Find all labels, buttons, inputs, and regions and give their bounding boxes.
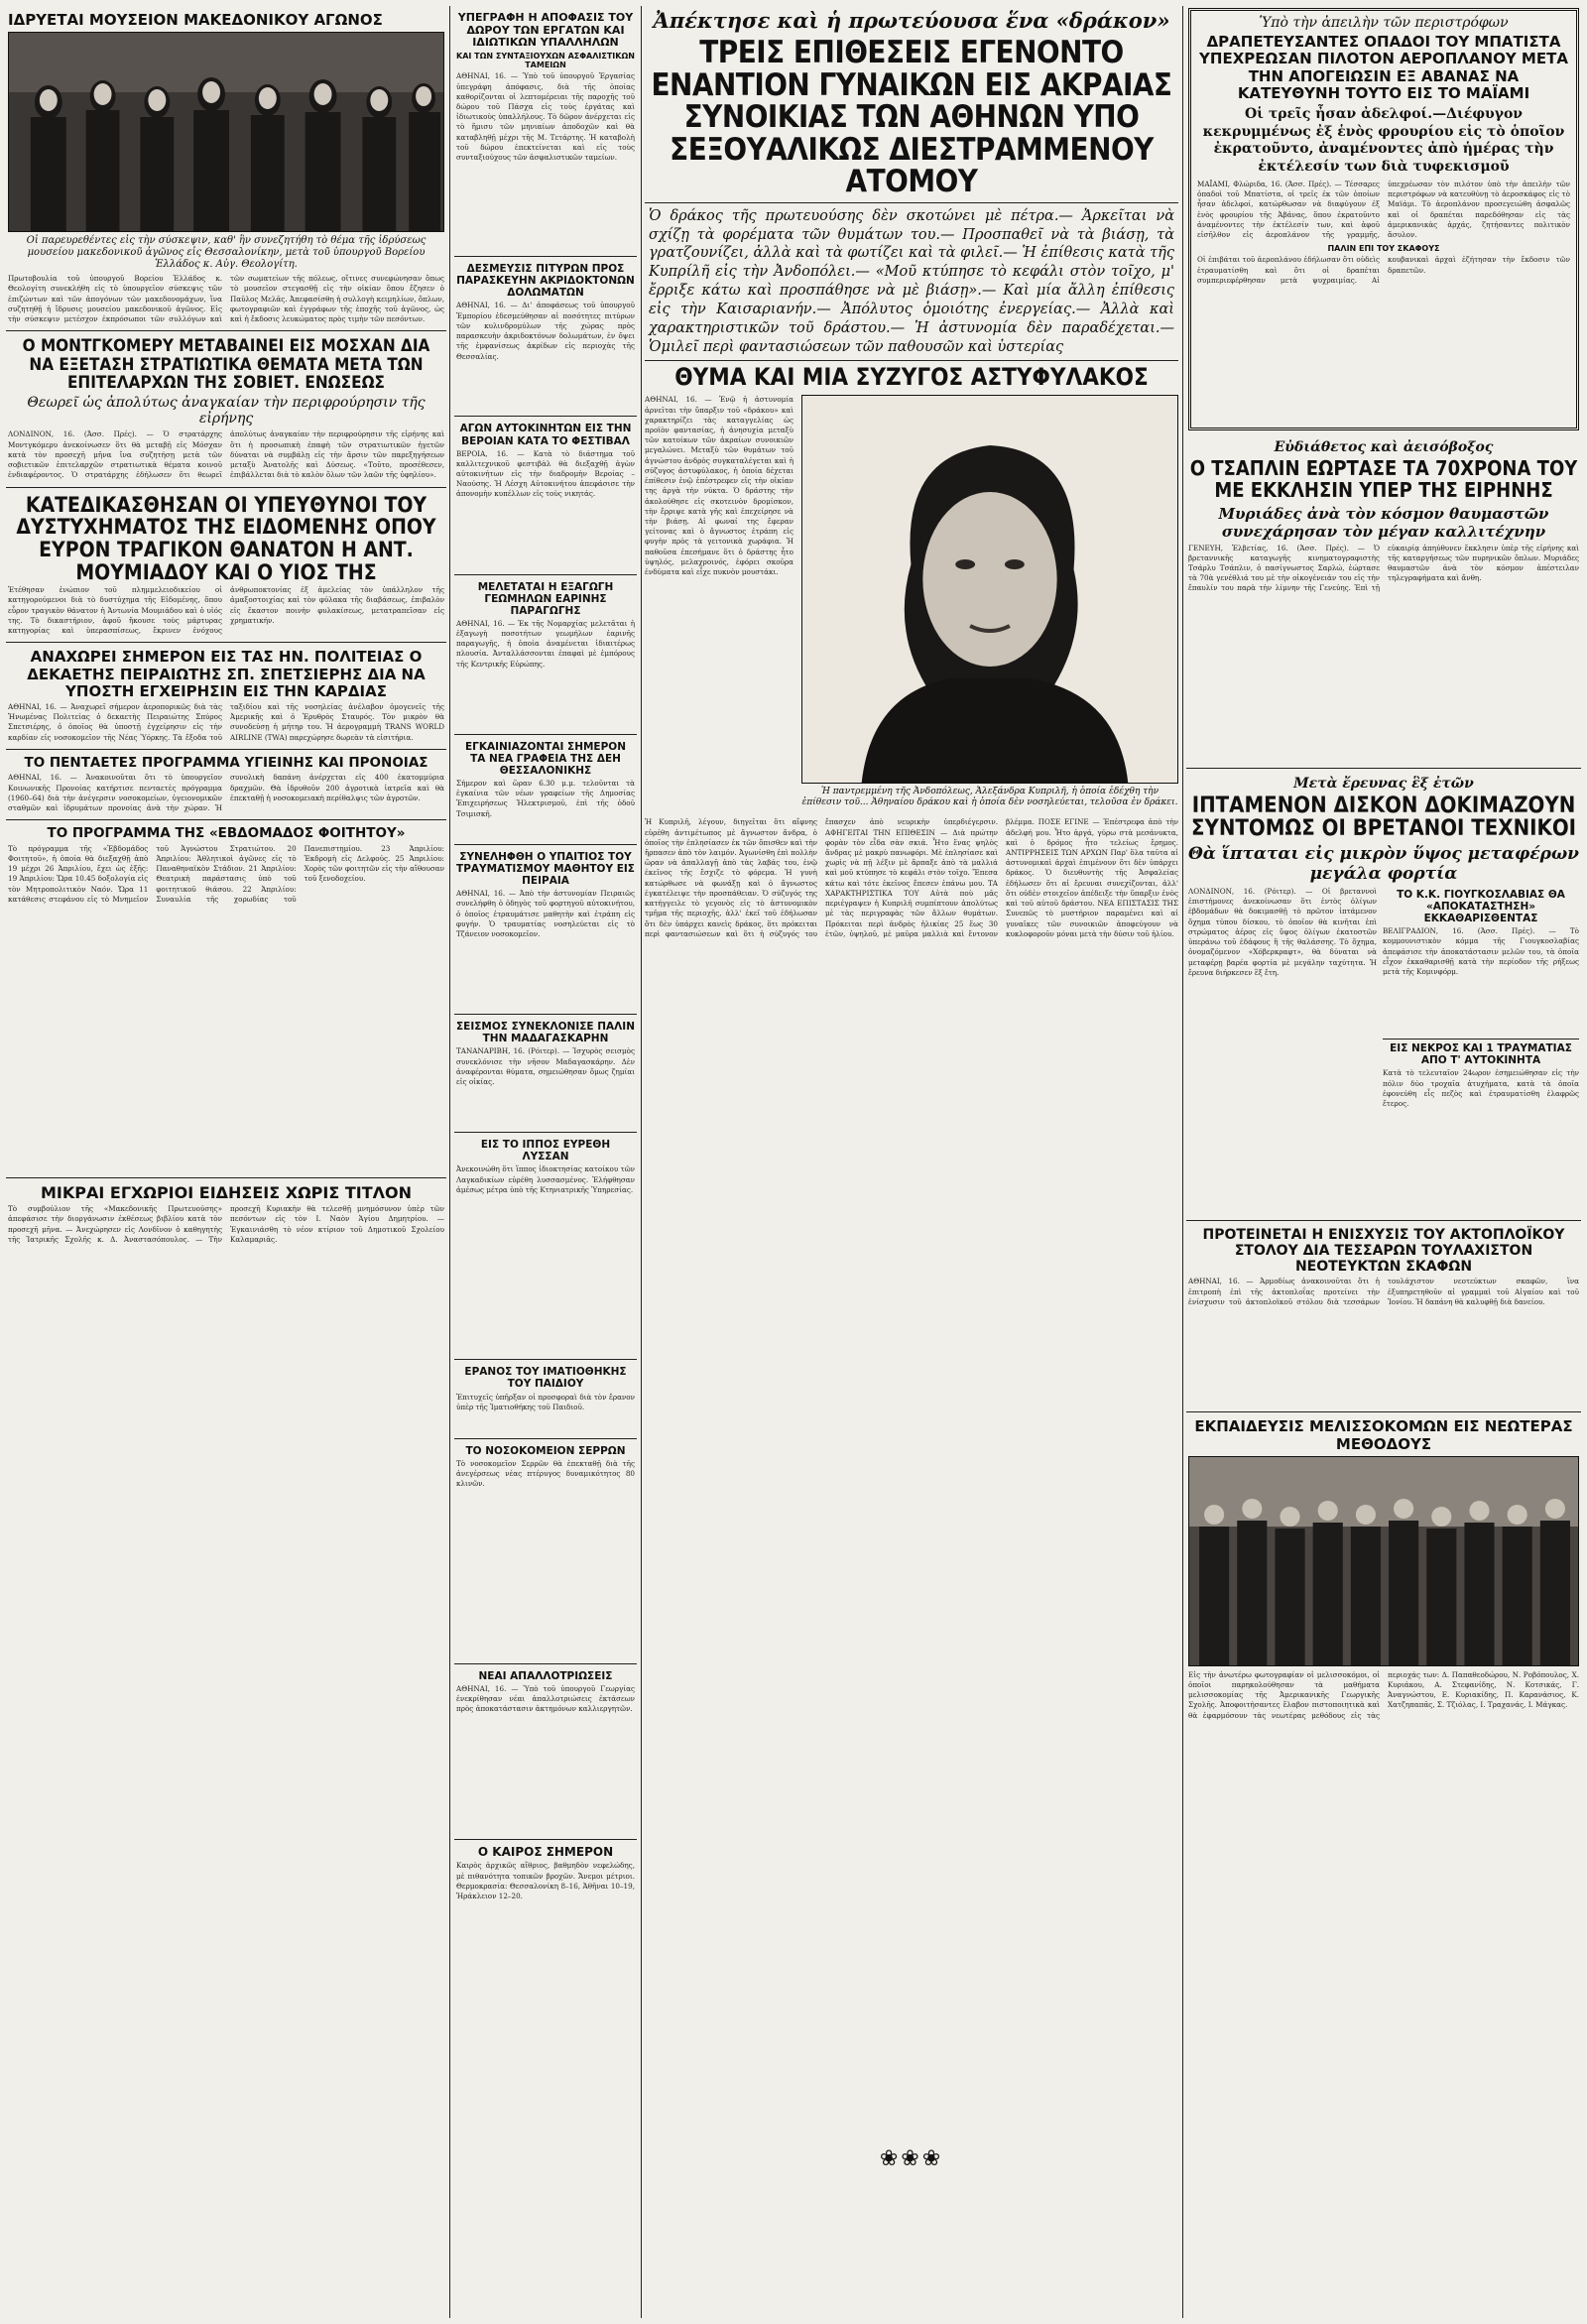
subheadline: Μυριάδες ἀνὰ τὸν κόσμον θαυμαστῶν συνεχάρησαν τὸν μέγαν καλλιτέχνην <box>1218 504 1549 541</box>
headline: ΑΓΩΝ ΑΥΤΟΚΙΝΗΤΩΝ ΕΙΣ ΤΗΝ ΒΕΡΟΙΑΝ ΚΑΤΑ ΤΟ ΦΕΣΤΙΒΑΛ <box>459 423 632 447</box>
article-bees <box>1186 1412 1581 1727</box>
article-body: ΜΑΪΑΜΙ, Φλώριδα, 16. (Ἀσσ. Πρές). — Τέσσαρες ὁπαδοὶ τοῦ Μπατίστα, οἱ τρεῖς ἐκ τῶν ὁποίων ἦσαν ἀδελφοί, κατώρθωσαν νὰ διαφύγουν ἐξ ἑνὸς φρουρίου τῆς Ἀβάνας, ὅπου ἐκρατοῦντο ἀναμένοντες τὴν ἐκτέλεσίν των, καὶ ἀφοῦ εἰσῆλθον εἰς ἀεροπλάνον τῆς γραμμῆς, ὑπεχρέωσαν τὸν πιλότον ὑπὸ τὴν ἀπειλὴν τῶν περιστρόφων νὰ κατευθύνῃ τὸ ἀεροσκάφος εἰς τὸ Μαϊάμι. Τὸ ἀεροπλάνον προσεγειώθη ἀσφαλῶς καὶ οἱ δραπέται παρεδόθησαν εἰς τὰς ἀμερικανικὰς ἀρχάς, ζητήσαντες πολιτικὸν ἄσυλον. <box>1197 180 1570 240</box>
article-body: ΑΘΗΝΑΙ, 16. — Ὑπὸ τοῦ ὑπουργοῦ Γεωργίας ἐνεκρίθησαν νέαι ἀπαλλοτριώσεις ἐκτάσεων πρὸς ἀποκατάστασιν ἀκτημόνων καλλιεργητῶν. <box>456 1683 635 1714</box>
column-rule <box>1182 6 1183 2318</box>
headline: ΣΥΝΕΛΗΦΘΗ Ο ΥΠΑΙΤΙΟΣ ΤΟΥ ΤΡΑΥΜΑΤΙΣΜΟΥ ΜΑΘΗΤΟΥ ΕΙΣ ΠΕΙΡΑΙΑ <box>456 850 635 888</box>
group-photo-image <box>9 33 443 231</box>
kicker: Εὐδιάθετος καὶ ἀεισόβοξος <box>1274 439 1494 456</box>
victim-body: ΑΘΗΝΑΙ, 16. — Ἐνῷ ἡ ἀστυνομία ἀρνεῖται τὴν ὕπαρξιν τοῦ «δράκου» καὶ χαρακτηρίζει τὰς καταγγελίας ὡς προϊὸν φαντασίας, ἡ ἀνησυχία μεταξὺ τῶν κατοίκων τῶν ἀκραίων συνοικιῶν μεγαλώνει. Μεταξὺ τῶν θυμάτων τοῦ ἀγνώστου ἀνδρὸς συγκαταλέγεται καὶ ἡ σύζυγος ἀστυφύλακος, ἡ ὁποία δέχεται ἐπίθεσιν ἐνῷ ἐπέστρεφεν εἰς τὴν οἰκίαν της ἀργὰ τὴν νύκτα. Ὁ δράστης τὴν ἀκολούθησε εἰς σκοτεινὸν δρομίσκον, τὴν ἔρριψε κατὰ γῆς καὶ ἐπεχείρησε νὰ τὴν βιάσῃ. Αἱ φωναί της ἔφεραν γείτονας καὶ ὁ ἄγνωστος ἐτράπη εἰς φυγὴν πρὸς τὰ γειτονικὰ χωράφια. Ἡ παθοῦσα ἐπεσήμανε ὅτι ὁ δράστης ἦτο ὑψηλός, μελαχροινός, ἐφόρει σκοῦρα ἐνδύματα καὶ εἶχε πυκνὸν μουστάκι. <box>645 395 794 577</box>
headline: ΙΔΡΥΕΤΑΙ ΜΟΥΣΕΙΟΝ ΜΑΚΕΔΟΝΙΚΟΥ ΑΓΩΝΟΣ <box>8 11 383 29</box>
inner-headline: ΠΑΛΙΝ ΕΠΙ ΤΟΥ ΣΚΑΦΟΥΣ <box>1327 244 1440 254</box>
headline: Ο ΜΟΝΤΓΚΟΜΕΡΥ ΜΕΤΑΒΑΙΝΕΙ ΕΙΣ ΜΟΣΧΑΝ ΔΙΑ ΝΑ ΕΞΕΤΑΣΗ ΣΤΡΑΤΙΩΤΙΚΑ ΘΕΜΑΤΑ ΜΕΤΑ ΤΩΝ ΕΠΙΤΕΛΑΡΧΩΝ ΤΗΣ ΣΟΒΙΕΤ. ΕΝΩΣΕΩΣ <box>22 336 430 394</box>
kicker: Μετὰ ἔρευνας ἓξ ἐτῶν <box>1293 775 1474 792</box>
article-body: Ἐπιτυχεῖς ὑπῆρξαν οἱ προσφοραὶ διὰ τὸν ἔρανον ὑπὲρ τῆς Ἱματιοθήκης τοῦ Παιδιοῦ. <box>456 1392 635 1411</box>
article-body: Ἐτέθησαν ἐνώπιον τοῦ πλημμελειοδικείου οἱ κατηγορούμενοι διὰ τὸ δυστύχημα τῆς Εἰδομένης, ὅπου εὗρον τραγικὸν θάνατον ἡ Ἀντωνία Μουμιάδου καὶ ὁ υἱός της. Τὸ δικαστήριον, ἀφοῦ ἤκουσε τοὺς μάρτυρας κατηγορίας καὶ ὑπερασπίσεως, ἔκρινεν ἐνόχους ἀνθρωποκτονίας ἐξ ἀμελείας τὸν ὑπάλληλον τῆς ἀμαξοστοιχίας καὶ τὸν φύλακα τῆς διαβάσεως, ἐπιβαλὸν εἰς ἕκαστον ποινὴν φυλακίσεως, μετατραπεῖσαν εἰς χρηματικήν. <box>8 585 444 636</box>
victim-row <box>645 395 1178 811</box>
ornament: ❀❀❀ <box>879 2146 944 2172</box>
article-body: ΓΕΝΕΥΗ, Ἑλβετίας, 16. (Ἀσσ. Πρές). — Ὁ βρεταννικῆς καταγωγῆς κινηματογραφιστὴς Τσάρλυ Τσάπλιν, ὁ πασίγνωστος Σαρλώ, ἑώρτασε τὰ 70ὰ γενέθλιά του μὲ τὴν οἰκογένειάν του εἰς τὴν ἔπαυλίν του παρὰ τὴν λίμνην τῆς Γενεύης. Ἐπὶ τῇ εὐκαιρίᾳ ἀπηύθυνεν ἔκκλησιν ὑπὲρ τῆς εἰρήνης καὶ τῆς καταργήσεως τῶν πυρηνικῶν ὅπλων. Μυριάδες θαυμαστῶν ἀνὰ τὸν κόσμον ἀπέστειλαν τηλεγραφήματα καὶ ἄνθη. <box>1188 543 1579 593</box>
article-erani <box>454 1360 637 1438</box>
article-program <box>6 750 446 820</box>
article-pensions <box>454 1664 637 1840</box>
headline: ΕΚΠΑΙΔΕΥΣΙΣ ΜΕΛΙΣΣΟΚΟΜΩΝ ΕΙΣ ΝΕΩΤΕΡΑΣ ΜΕΘΟΔΟΥΣ <box>1194 1417 1573 1453</box>
main-headline: ΤΡΕΙΣ ΕΠΙΘΕΣΕΙΣ ΕΓΕΝΟΝΤΟ ΕΝΑΝΤΙΟΝ ΓΥΝΑΙΚΩΝ ΕΙΣ ΑΚΡΑΙΑΣ ΣΥΝΟΙΚΙΑΣ ΤΩΝ ΑΘΗΝΩΝ ΥΠΟ ΣΕΞΟΥΑΛΙΚΩΣ ΔΙΕΣΤΡΑΜΜΕΝΟΥ ΑΤΟΜΟΥ <box>651 35 1172 200</box>
portrait-photo <box>801 395 1178 784</box>
subheadline: ΚΑΙ ΤΩΝ ΣΥΝΤΑΞΙΟΥΧΩΝ ΑΣΦΑΛΙΣΤΙΚΩΝ ΤΑΜΕΙΩΝ <box>456 51 635 70</box>
article-body: ΑΘΗΝΑΙ, 16. — Ἀναχωρεῖ σήμερον ἀεροπορικῶς διὰ τὰς Ἡνωμένας Πολιτείας ὁ δεκαετὴς Πειραιώτης Σπύρος Σπετσιέρης, ὁ ὁποῖος θὰ ὑποστῇ ἐγχείρησιν εἰς τὴν καρδίαν εἰς νοσοκομεῖον τῆς Νέας Ὑόρκης. Τὰ ἔξοδα τοῦ ταξιδίου καὶ τῆς νοσηλείας ἀνέλαβον ὁμογενεῖς τῆς Ἀμερικῆς καὶ ὁ Ἐρυθρὸς Σταυρός. Τὸν μικρὸν θὰ συνοδεύσῃ ἡ μήτηρ του. Ἡ ἀερογραμμὴ TRANS WORLD AIRLINE (TWA) παρεχώρησε δωρεὰν τὰ εἰσιτήρια. <box>8 702 444 742</box>
portrait-caption: Ἡ παντρεμμένη τῆς Ἀνδοπόλεως, Ἀλεξάνδρα Κυπριλῆ, ἡ ὁποία ἐδέχθη τὴν ἐπίθεσιν τοῦ... Ἀθηναίου δράκου καὶ ἡ ὁποία δὲν νοσηλεύεται, τελοῦσα ἐν δράκει. <box>801 787 1178 808</box>
article-body-2: Οἱ ἐπιβάται τοῦ ἀεροπλάνου ἐδήλωσαν ὅτι οὐδεὶς ἐτραυματίσθη καὶ ὅτι οἱ δραπέται συμπεριεφέρθησαν μετὰ ψυχραιμίας. Αἱ κουβανικαὶ ἀρχαὶ ἐζήτησαν τὴν ἔκδοσιν τῶν δραπετῶν. <box>1197 255 1570 285</box>
article-discs <box>1186 769 1581 1222</box>
subheadline: Θὰ ἵπταται εἰς μικρὸν ὕψος μεταφέρων μεγάλα φορτία <box>1188 844 1579 884</box>
headline: Ο ΚΑΙΡΟΣ ΣΗΜΕΡΟΝ <box>477 1844 614 1859</box>
article-body: ΒΕΛΙΓΡΑΔΙΟΝ, 16. (Ἀσσ. Πρές). — Τὸ κομμουνιστικὸν κόμμα τῆς Γιουγκοσλαβίας ἀπεφάσισε τὴν ἀποκατάστασιν μελῶν του, τὰ ὁποῖα εἶχον ἐκκαθαρισθῇ κατὰ τὴν περίοδον τῆς ρήξεως μετὰ τῆς Κομινφόρμ. <box>1383 926 1579 977</box>
article-body: ΑΘΗΝΑΙ, 16. — Δι' ἀποφάσεως τοῦ ὑπουργοῦ Ἐμπορίου ἐδεσμεύθησαν αἱ ποσότητες πιτύρων τῶν κυλινδρομύλων τῆς χώρας πρὸς παρασκευὴν ἀκριδοκτόνων δολωμάτων, ἐν ὄψει τῆς ἐμφανίσεως ἀκρίδων εἰς περιοχὰς τῆς Θεσσαλίας. <box>456 301 635 361</box>
article-body: Σήμερον καὶ ὥραν 6.30 μ.μ. τελοῦνται τὰ ἐγκαίνια τῶν νέων γραφείων τῆς Δημοσίας Ἐπιχειρήσεως Ἠλεκτρισμοῦ, ἐπὶ τῆς ὁδοῦ Τσιμισκῆ. <box>456 778 635 818</box>
article-horse <box>454 1133 637 1360</box>
headline: ΔΡΑΠΕΤΕΥΣΑΝΤΕΣ ΟΠΑΔΟΙ ΤΟΥ ΜΠΑΤΙΣΤΑ ΥΠΕΧΡΕΩΣΑΝ ΠΙΛΟΤΟΝ ΑΕΡΟΠΛΑΝΟΥ ΜΕΤΑ ΤΗΝ ΑΠΟΓΕΙΩΣΙΝ ΕΞ ΑΒΑΝΑΣ ΝΑ ΚΑΤΕΥΘΥΝΗ ΤΟΥΤΟ ΕΙΣ ΤΟ ΜΑΪΑΜΙ <box>1199 33 1568 102</box>
article-museum <box>6 6 446 331</box>
article-dei <box>454 735 637 845</box>
article-body: ΤΑΝΑΝΑΡΙΒΗ, 16. (Ρόιτερ). — Ἰσχυρὸς σεισμὸς συνεκλόνισε τὴν νῆσον Μαδαγασκάρην. Δὲν ἀναφέρονται θύματα, σημειώθησαν ὅμως ζημίαι εἰς οἰκίας. <box>456 1046 635 1086</box>
column-right <box>1186 6 1581 2318</box>
column-narrow <box>454 6 637 2318</box>
discs-row <box>1188 887 1579 1214</box>
photo-caption: Οἱ παρευρεθέντες εἰς τὴν σύσκεψιν, καθ' ἣν συνεζητήθη τὸ θέμα τῆς ἱδρύσεως μουσείου μακεδονικοῦ ἀγῶνος εἰς Θεσσαλονίκην, μετὰ τοῦ ὑπουργοῦ Βορείου Ἑλλάδος κ. Αὐγ. Θεολογίτη. <box>26 235 427 271</box>
headline: ΕΓΚΑΙΝΙΑΖΟΝΤΑΙ ΣΗΜΕΡΟΝ ΤΑ ΝΕΑ ΓΡΑΦΕΙΑ ΤΗΣ ΔΕΗ ΘΕΣΣΑΛΟΝΙΚΗΣ <box>464 740 627 777</box>
lead-summary: Οἱ τρεῖς ἦσαν ἀδελφοί.—Διέφυγον κεκρυμμένως ἐξ ἑνὸς φρουρίου εἰς τὸ ὁποῖον ἐκρατοῦντο, ἀναμένοντες ἀπὸ ἡμέρας τὴν ἐκτέλεσίν των διὰ τυφεκισμοῦ <box>1202 106 1565 175</box>
article-body: Τὸ συμβούλιον τῆς «Μακεδονικῆς Πρωτευούσης» ἀπεφάσισε τὴν διοργάνωσιν ἐκθέσεως βιβλίου κατὰ τὸν προσεχῆ μῆνα. — Ἀνεχώρησεν εἰς Λονδῖνον ὁ καθηγητὴς τῆς Ἰατρικῆς Σχολῆς κ. Δ. Ἀναστασόπουλος. — Τὴν προσεχῆ Κυριακὴν θὰ τελεσθῇ μνημόσυνον ὑπὲρ τῶν πεσόντων εἰς τὸν Ι. Ναὸν Ἁγίου Δημητρίου. — Ἐγκαινιάσθη τὸ νέον κτίριον τοῦ Δημοτικοῦ Σχολείου Καλαμαριᾶς. <box>8 1204 444 1244</box>
headline: Ο ΤΣΑΠΛΙΝ ΕΩΡΤΑΣΕ ΤΑ 70ΧΡΟΝΑ ΤΟΥ ΜΕ ΕΚΚΛΗΣΙΝ ΥΠΕΡ ΤΗΣ ΕΙΡΗΝΗΣ <box>1189 456 1578 502</box>
article-students <box>6 820 446 1178</box>
article-body: ΒΕΡΟΙΑ, 16. — Κατὰ τὸ διάστημα τοῦ καλλιτεχνικοῦ φεστιβὰλ θὰ διεξαχθῇ ἀγὼν αὐτοκινήτων εἰς τὴν διαδρομὴν Βεροίας – Ναούσης. Ἡ Λέσχη Αὐτοκινήτου ἀπεφάσισε τὴν ἀπονομὴν κυπέλλων εἰς τοὺς νικητάς. <box>456 448 635 499</box>
subheadline: Θεωρεῖ ὡς ἀπολύτως ἀναγκαίαν τὴν περιφρούρησιν τῆς εἰρήνης <box>27 395 426 428</box>
article-student <box>454 845 637 1015</box>
article-spetsieris <box>6 643 446 750</box>
article-body: Κατὰ τὸ τελευταῖον 24ωρον ἐσημειώθησαν εἰς τὴν πόλιν δύο τροχαῖα ἀτυχήματα, κατὰ τὰ ὁποῖα ἐφονεύθη εἷς πεζὸς καὶ ἐτραυματίσθη ἐλαφρῶς ἕτερος. <box>1383 1068 1579 1108</box>
article-quake <box>454 1015 637 1133</box>
article-autos <box>454 417 637 574</box>
headline: ΣΕΙΣΜΟΣ ΣΥΝΕΚΛΟΝΙΣΕ ΠΑΛΙΝ ΤΗΝ ΜΑΔΑΓΑΣΚΑΡΗΝ <box>456 1021 635 1045</box>
headline: ΕΙΣ ΤΟ ΙΠΠΟΣ ΕΥΡΕΘΗ ΛΥΣΣΑΝ <box>480 1139 611 1163</box>
article-batista <box>1188 8 1579 430</box>
headline: ΥΠΕΓΡΑΦΗ Η ΑΠΟΦΑΣΙΣ ΤΟΥ ΔΩΡΟΥ ΤΩΝ ΕΡΓΑΤΩΝ ΚΑΙ ΙΔΙΩΤΙΚΩΝ ΥΠΑΛΛΗΛΩΝ <box>457 11 634 50</box>
article-verdict <box>6 488 446 644</box>
headline: ΤΟ Κ.Κ. ΓΙΟΥΓΚΟΣΛΑΒΙΑΣ ΘΑ «ΑΠΟΚΑΤΑΣΤΗΣΗ» ΕΚΚΑΘΑΡΙΣΘΕΝΤΑΣ <box>1397 889 1565 925</box>
beekeepers-photo <box>1188 1456 1579 1666</box>
column-left <box>6 6 446 2318</box>
article-weather <box>454 1840 637 1908</box>
headline: ΝΕΑΙ ΑΠΑΛΛΟΤΡΙΩΣΕΙΣ <box>478 1669 613 1682</box>
kicker: Ἀπέκτησε καὶ ἡ πρωτεύουσα ἕνα «δράκον» <box>653 8 1170 33</box>
headline: ΑΝΑΧΩΡΕΙ ΣΗΜΕΡΟΝ ΕΙΣ ΤΑΣ ΗΝ. ΠΟΛΙΤΕΙΑΣ Ο ΔΕΚΑΕΤΗΣ ΠΕΙΡΑΙΩΤΗΣ ΣΠ. ΣΠΕΤΣΙΕΡΗΣ ΔΙΑ ΝΑ ΥΠΟΣΤΗ ΕΓΧΕΙΡΗΣΙΝ ΕΙΣ ΤΗΝ ΚΑΡΔΙΑΣ <box>27 648 426 700</box>
headline: ΙΠΤΑΜΕΝΟΝ ΔΙΣΚΟΝ ΔΟΚΙΜΑΖΟΥΝ ΣΥΝΤΟΜΩΣ ΟΙ ΒΡΕΤΑΝΟΙ ΤΕΧΝΙΚΟΙ <box>1190 793 1577 842</box>
beekeepers-photo-image <box>1189 1457 1578 1665</box>
headline: ΕΙΣ ΝΕΚΡΟΣ ΚΑΙ 1 ΤΡΑΥΜΑΤΙΑΣ ΑΠΟ Τ' ΑΥΤΟΚΙΝΗΤΑ <box>1390 1042 1572 1067</box>
article-fleet <box>1186 1221 1581 1412</box>
headline: ΜΙΚΡΑΙ ΕΓΧΩΡΙΟΙ ΕΙΔΗΣΕΙΣ ΧΩΡΙΣ ΤΙΤΛΟΝ <box>40 1182 412 1202</box>
article-serres <box>454 1439 637 1664</box>
article-body: ΑΘΗΝΑΙ, 16. — Ὑπὸ τοῦ ὑπουργοῦ Ἐργασίας ὑπεγράφη ἀπόφασις, διὰ τῆς ὁποίας καθορίζονται οἱ λεπτομέρειαι τῆς παροχῆς τοῦ δώρου τοῦ Πάσχα εἰς τοὺς ἐργάτας καὶ ἰδιωτικοὺς ὑπαλλήλους. Τὸ δῶρον ἀνέρχεται εἰς τὸ ἥμισυ τῶν μηνιαίων ἀποδοχῶν καὶ θὰ καταβληθῇ μέχρι τῆς Μ. Τετάρτης. Ἡ καταβολὴ τοῦ δώρου ἐπεκτείνεται καὶ εἰς τοὺς συνταξιούχους τῶν ἀσφαλιστικῶν ταμείων. <box>456 71 635 163</box>
article-body: ΑΘΗΝΑΙ, 16. — Ἐκ τῆς Νομαρχίας μελετᾶται ἡ ἐξαγωγὴ ποσοτήτων γεωμήλων ἐαρινῆς παραγωγῆς, ἡ ὁποία ἀναμένεται ἰδιαιτέρως πλουσία. Ἀνταλλάσσονται ἐπαφαὶ μὲ ἐμπόρους τῆς Κεντρικῆς Εὐρώπης. <box>456 618 635 669</box>
woman-portrait-image <box>802 396 1177 783</box>
headline: ΕΡΑΝΟΣ ΤΟΥ ΙΜΑΤΙΟΘΗΚΗΣ ΤΟΥ ΠΑΙΔΙΟΥ <box>464 1366 627 1391</box>
article-body: Τὸ πρόγραμμα τῆς «Ἑβδομάδος Φοιτητοῦ», ἡ ὁποία θὰ διεξαχθῇ ἀπὸ 19 μέχρι 26 Ἀπριλίου, ἔχει ὡς ἑξῆς: 19 Ἀπριλίου: Ὥρα 10.45 δοξολογία εἰς τὸν Μητροπολιτικὸν Ναόν. Ὥρα 11 κατάθεσις στεφάνου εἰς τὸ Μνημεῖον τοῦ Ἀγνώστου Στρατιώτου. 20 Ἀπριλίου: Ἀθλητικοὶ ἀγῶνες εἰς τὸ Παναθηναϊκὸν Στάδιον. 21 Ἀπριλίου: Θεατρικὴ παράστασις ὑπὸ τοῦ φοιτητικοῦ θιάσου. 22 Ἀπριλίου: Συναυλία τῆς χορωδίας τοῦ Πανεπιστημίου. 23 Ἀπριλίου: Ἐκδρομὴ εἰς Δελφούς. 25 Ἀπριλίου: Χορὸς τῶν φοιτητῶν εἰς τὴν αἴθουσαν τοῦ ξενοδοχείου. <box>8 843 444 904</box>
article-body: ΑΘΗΝΑΙ, 16. — Ἀπὸ τὴν ἀστυνομίαν Πειραιῶς συνελήφθη ὁ ὁδηγὸς τοῦ φορτηγοῦ αὐτοκινήτου, ὁ ὁποῖος ἐτραυμάτισε μαθητὴν καὶ ἐτράπη εἰς φυγήν. Ὁ τραυματίας νοσηλεύεται εἰς τὸ Τζάνειον νοσοκομεῖον. <box>456 889 635 939</box>
group-photo <box>8 32 444 232</box>
article-briefs <box>6 1178 446 1251</box>
lead-summary: Ὁ δράκος τῆς πρωτευούσης δὲν σκοτώνει μὲ πέτρα.— Ἀρκεῖται νὰ σχίζῃ τὰ φορέματα τῶν θυμάτων του.— Προσπαθεῖ νὰ τὰ βιάσῃ, τὰ γρατζουνίζει, ἀλλὰ καὶ τὰ φωτίζει καὶ τὰ φιλεῖ.— Ἡ ἐπίθεσις κατὰ τῆς Κυπρίλῆ εἰς τὴν Ἀνδοπόλει.— «Μοῦ κτύπησε τὸ κεφάλι στὸν τοῖχο, μ' ἔρριξε κάτω καὶ προσπάθησε νὰ μὲ βιάσῃ».— Καὶ μία ἄλλη ἐπίθεσις εἰς τὴν Καισαριανήν.— Ἀπόλυτος ὁμοιότης ἐνεργείας.— Ἀλλὰ καὶ χαρακτηριστικῶν τοῦ δράστου.— Ἡ ἀστυνομία δὲν παραδέχεται.— Ὁμιλεῖ περὶ φαντασιώσεων τῶν παθουσῶν καὶ ὑστερίας <box>649 207 1174 355</box>
article-montgomery <box>6 331 446 487</box>
lead-story-body: Ἡ Κυπριλῆ, λέγουν, διηγεῖται ὅτι αἴφνης εὑρέθη ἀντιμέτωπος μὲ ἄγνωστον ἄνδρα, ὁ ὁποῖος τὴν ἐπλησίασεν ἐκ τῶν ὄπισθεν καὶ τὴν ἥρπασεν ἀπὸ τὸν λαιμόν. Ἀγωνίσθη ἐπὶ πολλὴν ὥραν νὰ ἀπαλλαγῇ ἀπὸ τὰς λαβάς του, ἐνῷ ἐκεῖνος τῆς ἔσχιζε τὸ φόρεμα. Ἡ γυνὴ κατώρθωσε νὰ φωνάξῃ καὶ ὁ ἄγνωστος ἐγκατέλειψε τὴν προσπάθειαν. Ὁ σύζυγός της κατήγγειλε τὸ γεγονὸς εἰς τὸ ἀστυνομικὸν τμῆμα τῆς περιοχῆς, ἀλλ' ἐκεῖ τοῦ ἐδήλωσαν ὅτι δὲν ὑπάρχει κανεὶς δράκος, ὅτι πρόκειται περὶ φαντασιώσεων καὶ ὅτι ἡ σύζυγός του ἔπασχεν ἀπὸ νευρικὴν ὑπερδιέγερσιν. ΑΦΗΓΕΙΤΑΙ ΤΗΝ ΕΠΙΘΕΣΙΝ — Διὰ πρώτην φορὰν τὸν εἶδα σὰν σκιά. Ἦτο ἕνας ψηλὸς ἄνδρας μὲ μακρὺ πανωφόρι. Μὲ ἐπλησίασε καὶ χωρὶς νὰ πῇ λέξιν μὲ ἄρπαξε ἀπὸ τὰ μαλλιά καὶ μοῦ κτύπησε τὸ κεφάλι στὸν τοῖχο. Ἔπεσα κάτω καὶ τότε ἐκεῖνος ἔπεσεν ἐπάνω μου. ΤΑ ΧΑΡΑΚΤΗΡΙΣΤΙΚΑ ΤΟΥ Αὐτὰ ποὺ μᾶς περιέγραψεν ἡ Κυπριλῆ συμπίπτουν ἀπολύτως μὲ τὰς περιγραφὰς τῶν ἄλλων θυμάτων. Πρόκειται περὶ ἀνδρὸς ἡλικίας 25 ἕως 30 ἐτῶν, ὑψηλοῦ, μὲ μαῦρα μαλλιὰ καὶ ἔντονον βλέμμα. ΠΟΣΕ ΕΓΙΝΕ — Ἐπέστρεφα ἀπὸ τὴν ἀδελφή μου. Ἦτο ἀργά, γύρω στὰ μεσάνυκτα, καὶ ὁ δρόμος ἦτο τελείως ἔρημος. ΑΝΤΙΡΡΗΣΕΙΣ ΤΩΝ ΑΡΧΩΝ Παρ' ὅλα ταῦτα αἱ ἀστυνομικαὶ ἀρχαὶ ἐπιμένουν ὅτι δὲν ὑπάρχει δράκος. Ὁ διευθυντὴς τῆς Ἀσφαλείας ἐδήλωσεν ὅτι αἱ ἔρευναι συνεχίζονται, ἀλλ' ὅτι οὐδὲν στοιχεῖον ἀπέδειξε τὴν ὕπαρξιν ἑνὸς καὶ τοῦ αὐτοῦ δράστου. ΝΕΑ ΕΠΙΣΤΑΣΙΣ ΤΗΣ Συνεπῶς τὸ μυστήριον παραμένει καὶ αἱ γυναῖκες τῶν συνοικιῶν ἀποφεύγουν νὰ κυκλοφοροῦν μόναι μετὰ τὴν δύσιν τοῦ ἡλίου. <box>645 817 1178 938</box>
article-body: Τὸ νοσοκομεῖον Σερρῶν θὰ ἐπεκταθῇ διὰ τῆς ἀνεγέρσεως νέας πτέρυγος δυναμικότητος 80 κλινῶν. <box>456 1458 635 1489</box>
article-chaplin <box>1186 432 1581 768</box>
headline: ΜΕΛΕΤΑΤΑΙ Η ΕΞΑΓΩΓΗ ΓΕΩΜΗΛΩΝ ΕΑΡΙΝΗΣ ΠΑΡΑΓΩΓΗΣ <box>477 580 614 617</box>
article-body: ΛΟΝΔΙΝΟΝ, 16. (Ρόιτερ). — Οἱ βρεταννοὶ ἐπιστήμονες ἀνεκοίνωσαν ὅτι ἐντὸς ὀλίγων ἑβδομάδων θὰ δοκιμασθῇ τὸ πρῶτον ἱπτάμενον ὄχημα τύπου δίσκου, τὸ ὁποῖον θὰ κινῆται ἐπὶ στρώματος ἀέρος εἰς ὕψος ὀλίγων ἑκατοστῶν ὑπεράνω τοῦ ἐδάφους ἢ τῆς θαλάσσης. Τὸ ὄχημα, ὀνομαζόμενον «Χόβερκραφτ», θὰ δύναται νὰ μεταφέρῃ βαρέα φορτία μὲ μεγάλην ταχύτητα. Ἡ ἔρευνα διήρκεσεν ἓξ ἔτη. <box>1188 887 1377 977</box>
headline: ΤΟ ΠΡΟΓΡΑΜΜΑ ΤΗΣ «ΕΒΔΟΜΑΔΟΣ ΦΟΙΤΗΤΟΥ» <box>47 825 406 842</box>
article-body: ΑΘΗΝΑΙ, 16. — Ἁρμοδίως ἀνακοινοῦται ὅτι ἡ ἐπιτροπὴ ἐπὶ τῆς ἀκτοπλοΐας προτείνει τὴν ἐνίσχυσιν τοῦ ἀκτοπλοϊκοῦ στόλου διὰ τεσσάρων τουλάχιστον νεοτεύκτων σκαφῶν, ἵνα ἐξυπηρετηθοῦν αἱ γραμμαὶ τοῦ Αἰγαίου καὶ τοῦ Ἰονίου. Ἡ δαπάνη θὰ καλυφθῇ διὰ δανείου. <box>1188 1277 1579 1306</box>
headline: ΚΑΤΕΔΙΚΑΣΘΗΣΑΝ ΟΙ ΥΠΕΥΘΥΝΟΙ ΤΟΥ ΔΥΣΤΥΧΗΜΑΤΟΣ ΤΗΣ ΕΙΔΟΜΕΝΗΣ ΟΠΟΥ ΕΥΡΟΝ ΤΡΑΓΙΚΟΝ ΘΑΝΑΤΟΝ Η ΑΝΤ. ΜΟΥΜΙΑΔΟΥ ΚΑΙ Ο ΥΙΟΣ ΤΗΣ <box>16 492 436 584</box>
article-exports <box>454 575 637 735</box>
article-body: Καιρὸς ἀρχικῶς αἴθριος, βαθμηδὸν νεφελώδης, μὲ πιθανότητα τοπικῶν βροχῶν. Ἄνεμοι μέτριοι. Θερμοκρασία: Θεσσαλονίκη 8–16, Ἀθῆναι 10–19, Ἡράκλειον 12–20. <box>456 1861 635 1901</box>
headline: ΤΟ ΝΟΣΟΚΟΜΕΙΟΝ ΣΕΡΡΩΝ <box>465 1444 626 1457</box>
article-body: Ἀνεκοινώθη ὅτι ἵππος ἰδιοκτησίας κατοίκου τῶν Λαγκαδικίων εὑρέθη λυσσασμένος. Ἐλήφθησαν ἀμέσως μέτρα ὑπὸ τῆς Κτηνιατρικῆς Ὑπηρεσίας. <box>456 1164 635 1194</box>
headline: ΠΡΟΤΕΙΝΕΤΑΙ Η ΕΝΙΣΧΥΣΙΣ ΤΟΥ ΑΚΤΟΠΛΟΪΚΟΥ ΣΤΟΛΟΥ ΔΙΑ ΤΕΣΣΑΡΩΝ ΤΟΥΛΑΧΙΣΤΟΝ ΝΕΟΤΕΥΚΤΩΝ ΣΚΑΦΩΝ <box>1202 1227 1565 1276</box>
column-rule <box>641 6 642 2318</box>
victim-headline: ΘΥΜΑ ΚΑΙ ΜΙΑ ΣΥΖΥΓΟΣ ΑΣΤΥΦΥΛΑΚΟΣ <box>674 363 1149 392</box>
photo-caption-body: Εἰς τὴν ἀνωτέρω φωτογραφίαν οἱ μελισσοκόμοι, οἱ ὁποῖοι παρηκολούθησαν τὰ μαθήματα μελισσοκομίας τῆς Ἀμερικανικῆς Γεωργικῆς Σχολῆς. Ἀποφοιτήσαντες ἔλαβον πιστοποιητικὰ καὶ θὰ ἐφαρμόσουν τὰς νεωτέρας μεθόδους εἰς τὰς περιοχάς των: Δ. Παπαθεοδώρου, Ν. Ροβόπουλος, Χ. Κυριάκου, Α. Στεφανίδης, Ν. Κοτσικάς, Γ. Ἀναγνώστου, Ε. Κυριακίδης, Π. Καρανάσιος, Κ. Χατζηπαπᾶς, Σ. Τζιόλας, Ι. Τραχανάς, Ι. Μάγκας. <box>1188 1669 1579 1720</box>
column-rule <box>449 6 450 2318</box>
headline: ΤΟ ΠΕΝΤΑΕΤΕΣ ΠΡΟΓΡΑΜΜΑ ΥΓΙΕΙΝΗΣ ΚΑΙ ΠΡΟΝΟΙΑΣ <box>24 754 428 771</box>
article-grain <box>454 257 637 417</box>
article-gifts <box>454 6 637 257</box>
article-body: Πρωτοβουλία τοῦ ὑπουργοῦ Βορείου Ἑλλάδος κ. Θεολογίτη συνεκλήθη εἰς τὸ ὑπουργεῖον σύσκεψις τῶν ἐπιζώντων καὶ τῶν ἀπογόνων τῶν μακεδονομάχων, ἵνα συζητηθῇ ἡ ἵδρυσις μουσείου μακεδονικοῦ ἀγῶνος. Εἰς τὴν σύσκεψιν μετέσχον ἐκπρόσωποι τῶν συλλόγων καὶ τῶν σωματείων τῆς πόλεως, οἵτινες συνεφώνησαν ὅπως τὸ μουσεῖον στεγασθῇ εἰς τὴν οἰκίαν ὅπου ἔζησεν ὁ Παῦλος Μελᾶς. Ἀπεφασίσθη ἡ συλλογὴ κειμηλίων, ὅπλων, φωτογραφιῶν καὶ ἐγγράφων τῆς ἐποχῆς τοῦ ἀγῶνος, ὡς καὶ ἡ ἔκδοσις λευκώματος πρὸς τιμὴν τῶν πεσόντων. <box>8 274 444 324</box>
article-body: ΛΟΝΔΙΝΟΝ, 16. (Ἀσσ. Πρές). — Ὁ στρατάρχης Μοντγκόμερυ ἀνεκοίνωσεν ὅτι θὰ μεταβῇ εἰς Μόσχαν κατὰ τὸν προσεχῆ μῆνα ἵνα συζητήσῃ μετὰ τῶν σοβιετικῶν ἐπιτελαρχῶν στρατιωτικὰ θέματα κοινοῦ ἐνδιαφέροντος. Ὁ στρατάρχης ἐδήλωσεν ὅτι θεωρεῖ ἀπολύτως ἀναγκαίαν τὴν περιφρούρησιν τῆς εἰρήνης καὶ ὅτι ἡ προσωπικὴ ἐπαφὴ τῶν στρατιωτικῶν ἡγετῶν δύναται νὰ συμβάλῃ εἰς τὴν ἄρσιν τῶν παρεξηγήσεων μεταξὺ Ἀνατολῆς καὶ Δύσεως. «Τοῦτο, προσέθεσεν, ἐπιβάλλεται διὰ τὸ καλὸν ὅλων τῶν λαῶν τῆς ὑφηλίου». <box>8 429 444 480</box>
column-lead-story <box>645 6 1178 2318</box>
portrait-block <box>801 395 1178 811</box>
article-body: ΑΘΗΝΑΙ, 16. — Ἀνακοινοῦται ὅτι τὸ ὑπουργεῖον Κοινωνικῆς Προνοίας κατήρτισε πενταετὲς πρόγραμμα (1960–64) διὰ τὴν ἀνέγερσιν νοσοκομείων, ὑγειονομικῶν σταθμῶν καὶ ἱδρυμάτων προνοίας ἀνὰ τὴν χώραν. Ἡ συνολικὴ δαπάνη ἀνέρχεται εἰς 400 ἑκατομμύρια δραχμῶν. Θὰ ἱδρυθοῦν 200 ἀγροτικὰ ἰατρεῖα καὶ θὰ ἐπεκταθῇ ἡ νοσοκομειακὴ περίθαλψις τῶν ἀγροτῶν. <box>8 773 444 813</box>
kicker: Ὑπὸ τὴν ἀπειλὴν τῶν περιστρόφων <box>1259 15 1509 31</box>
side-briefs <box>1383 887 1579 1214</box>
headline: ΔΕΣΜΕΥΣΙΣ ΠΙΤΥΡΩΝ ΠΡΟΣ ΠΑΡΑΣΚΕΥΗΝ ΑΚΡΙΔΟΚΤΟΝΩΝ ΔΟΛΩΜΑΤΩΝ <box>456 263 635 300</box>
